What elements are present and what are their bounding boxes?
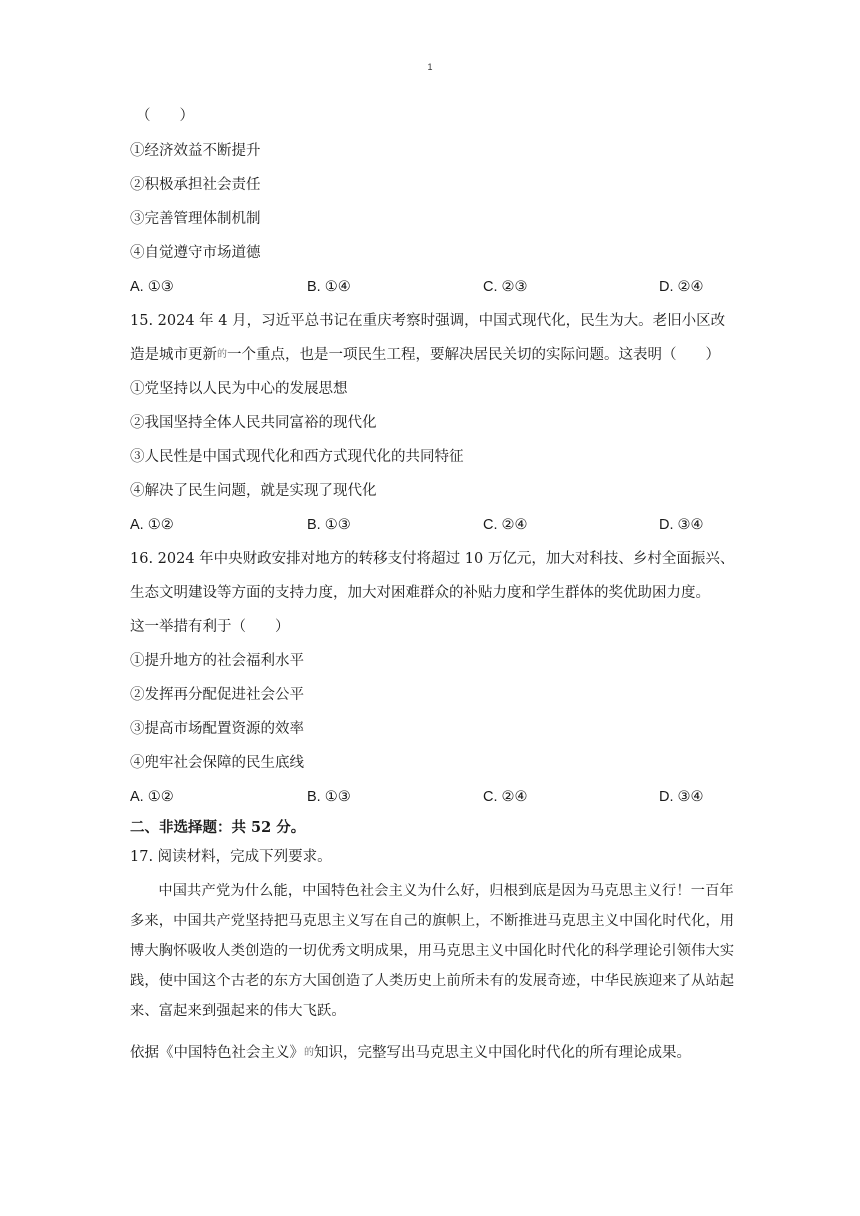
q15-options [130,372,740,508]
q16-option-3: ③提高市场配置资源的效率 [130,721,304,737]
q14-options [130,134,740,270]
q14-answer-b: B. ①④ [307,279,351,295]
q17-req-start: 依据《中国特色社会主义》 [130,1045,304,1061]
q15-inserted-char: 的 [217,349,227,360]
q16-options [130,644,740,780]
q14-answer-c: C. ②③ [483,279,528,295]
q16-line-2: 生态文明建设等方面的支持力度，加大对困难群众的补贴力度和学生群体的奖优助困力度。 [130,585,710,601]
q16-answer-c: C. ②④ [483,789,528,805]
q17-material: 中国共产党为什么能，中国特色社会主义为什么好，归根到底是因为马克思主义行！一百年多来，中国共产党坚持把马克思主义写在自己的旗帜上，不断推进马克思主义中国化时代化，用博大胸怀吸收人类创造的一切优秀文明成果，用马克思主义中国化时代化的科学理论引领伟大实践，使中国这个古老的东方大国创造了人类历史上前所未有的发展奇迹，中华民族迎来了从站起来、富起来到强起来的伟大飞跃。 [130,883,735,1019]
q15-answer-b: B. ①③ [307,517,351,533]
q17-inserted-char: 的 [304,1047,314,1058]
q16-answer-d: D. ③④ [659,789,704,805]
q17-stem: 17. 阅读材料，完成下列要求。 [130,849,332,865]
q15-line-2 [130,338,740,372]
q14-option-2: ②积极承担社会责任 [130,177,261,193]
exam-content [130,106,740,1070]
q15-line-2-start: 造是城市更新 [130,347,217,363]
q14-option-3: ③完善管理体制机制 [130,211,261,227]
q17-req-end: 知识，完整写出马克思主义中国化时代化的所有理论成果。 [314,1045,691,1061]
q14-bracket: （ ） [136,108,194,124]
q14-option-4: ④自觉遵守市场道德 [130,245,261,261]
q16-answers [130,780,740,814]
q15-option-4: ④解决了民生问题，就是实现了现代化 [130,483,377,499]
q15-option-2: ②我国坚持全体人民共同富裕的现代化 [130,415,377,431]
q16-line-1: 16. 2024 年中央财政安排对地方的转移支付将超过 10 万亿元，加大对科技、乡村全面振兴、 [130,551,735,567]
q14-answer-a: A. ①③ [130,279,174,295]
q16-option-2: ②发挥再分配促进社会公平 [130,687,304,703]
q15-line-1: 15. 2024 年 4 月，习近平总书记在重庆考察时强调，中国式现代化，民生为大。老旧小区改 [130,313,726,329]
page-number: 1 [427,62,433,72]
q15-answers [130,508,740,542]
q14-answers [130,270,740,304]
q17-requirement [130,1036,740,1070]
q15-option-1: ①党坚持以人民为中心的发展思想 [130,381,348,397]
q16-option-4: ④兜牢社会保障的民生底线 [130,755,304,771]
q16-line-3: 这一举措有利于（ ） [130,619,290,635]
q16-answer-b: B. ①③ [307,789,351,805]
q15-line-2-end: 一个重点，也是一项民生工程，要解决居民关切的实际问题。这表明（ ） [227,347,720,363]
q16-option-1: ①提升地方的社会福利水平 [130,653,304,669]
q16-answer-a: A. ①② [130,789,174,805]
q15-answer-d: D. ③④ [659,517,704,533]
q15-option-3: ③人民性是中国式现代化和西方式现代化的共同特征 [130,449,464,465]
q15-answer-c: C. ②④ [483,517,528,533]
q15-answer-a: A. ①② [130,517,174,533]
q14-option-1: ①经济效益不断提升 [130,143,261,159]
section-title: 二、非选择题：共 52 分。 [130,819,306,836]
q14-answer-d: D. ②④ [659,279,704,295]
